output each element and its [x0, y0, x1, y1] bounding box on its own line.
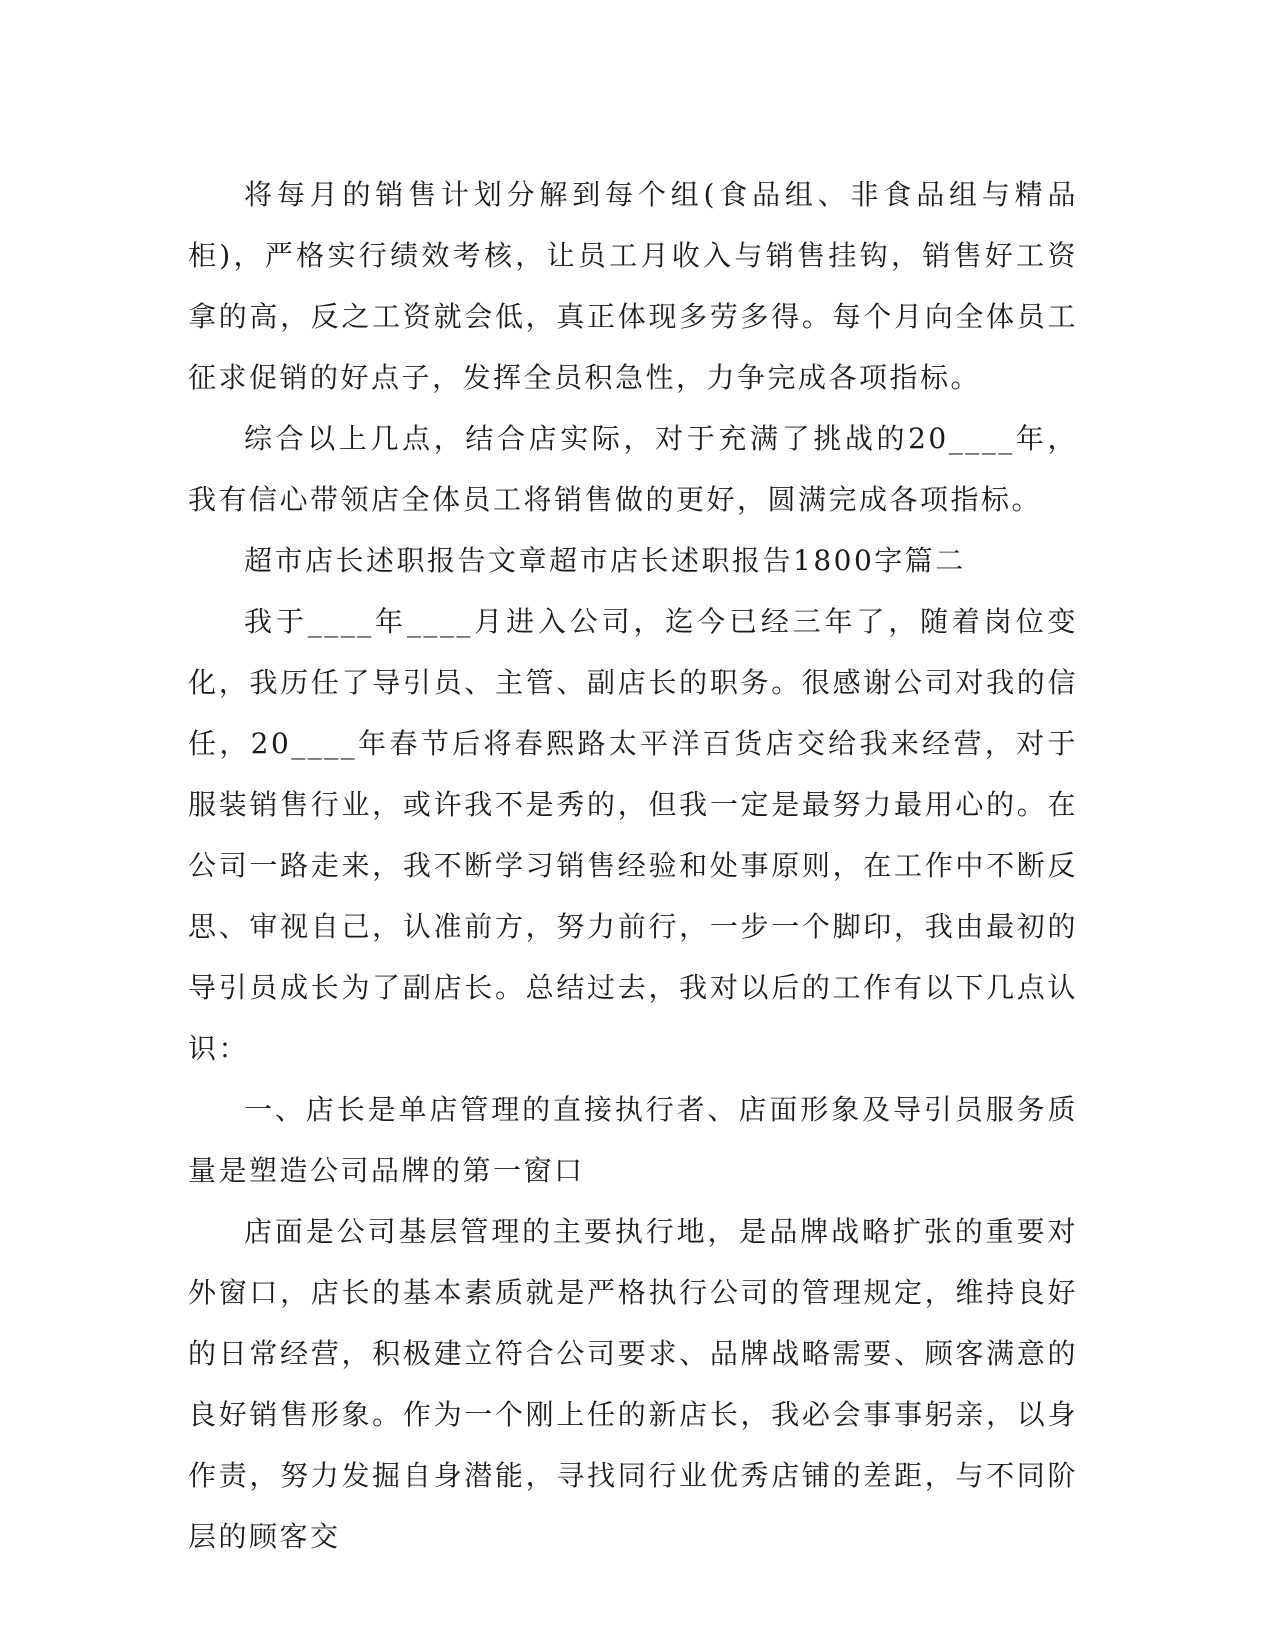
paragraph-introduction: 我于____年____月进入公司，迄今已经三年了，随着岗位变化，我历任了导引员、主管、副店长的职务。很感谢公司对我的信任，20____年春节后将春熙路太平洋百货店交给我来经营，对于服装销售行业，或许我不是秀的，但我一定是最努力最用心的。在公司一路走来，我不断学习销售经验和处事原则，在工作中不断反思、审视自己，认准前方，努力前行，一步一个脚印，我由最初的导引员成长为了副店长。总结过去，我对以后的工作有以下几点认识： [188, 605, 1078, 1065]
paragraph-summary: 综合以上几点，结合店实际，对于充满了挑战的20____年，我有信心带领店全体员工将销售做的更好，圆满完成各项指标。 [188, 422, 1078, 516]
paragraph-storefront: 店面是公司基层管理的主要执行地，是品牌战略扩张的重要对外窗口，店长的基本素质就是严格执行公司的管理规定，维持良好的日常经营，积极建立符合公司要求、品牌战略需要、顾客满意的良好销售形象。作为一个刚上任的新店长，我必会事事躬亲，以身作责，努力发掘自身潜能，寻找同行业优秀店铺的差距，与不同阶层的顾客交 [188, 1215, 1078, 1553]
document-body [188, 164, 1078, 1567]
section-heading-one: 一、店长是单店管理的直接执行者、店面形象及导引员服务质量是塑造公司品牌的第一窗口 [188, 1093, 1078, 1187]
section-title: 超市店长述职报告文章超市店长述职报告1800字篇二 [244, 544, 966, 577]
paragraph-sales-plan: 将每月的销售计划分解到每个组(食品组、非食品组与精品柜)，严格实行绩效考核，让员工月收入与销售挂钩，销售好工资拿的高，反之工资就会低，真正体现多劳多得。每个月向全体员工征求促销的好点子，发挥全员积急性，力争完成各项指标。 [188, 178, 1078, 394]
